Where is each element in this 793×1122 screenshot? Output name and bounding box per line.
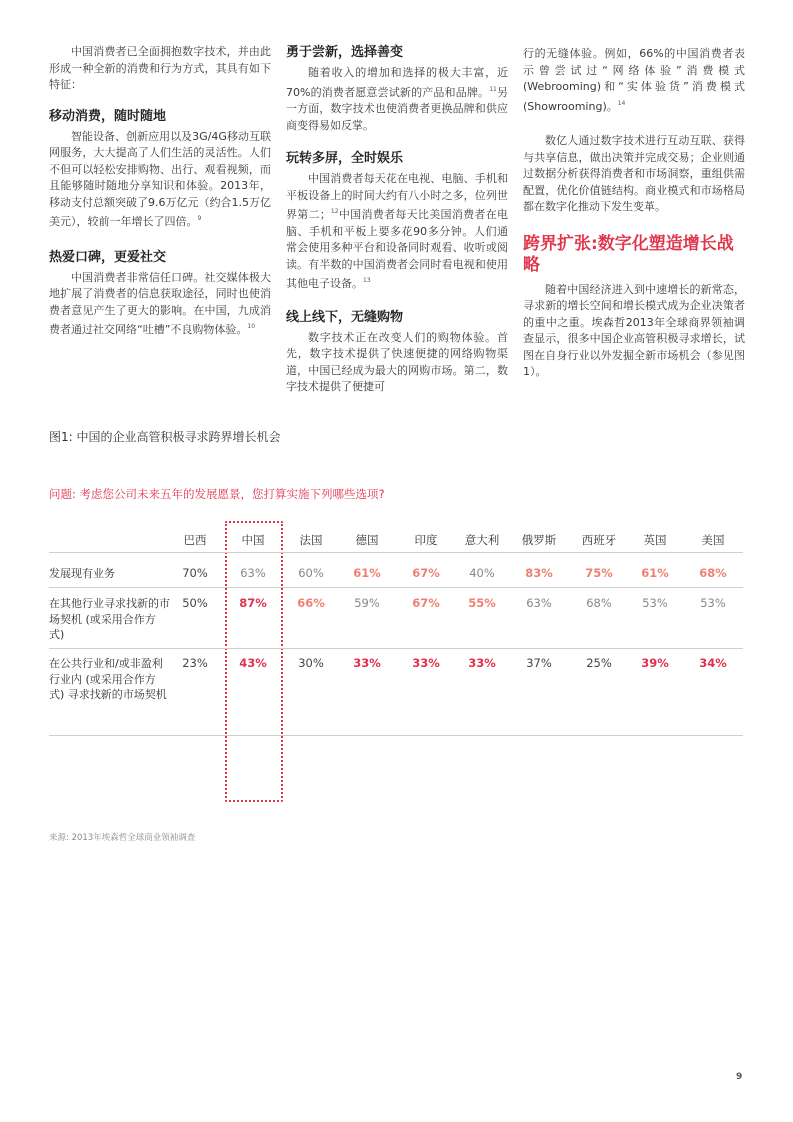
footnote-ref-13: 13 bbox=[363, 277, 371, 284]
table-cell: 66% bbox=[297, 596, 325, 610]
table-cell: 53% bbox=[642, 596, 668, 610]
column-header: 巴西 bbox=[183, 533, 207, 547]
section-heading-try-new: 勇于尝新，选择善变 bbox=[286, 45, 404, 60]
paragraph-omnichannel: 数字技术正在改变人们的购物体验。首先，数字技术提供了快速便捷的网络购物渠道，中国已经成为最大的网购市场。第二，数字技术提供了便捷可 bbox=[286, 330, 508, 393]
table-cell: 37% bbox=[526, 656, 552, 670]
table-cell: 25% bbox=[586, 656, 612, 670]
table-cell: 60% bbox=[298, 566, 324, 580]
paragraph-multiscreen-text-b: 中国消费者每天比美国消费者在电脑、手机和平板上要多花90多分钟。人们通常会使用多种平台和设备同时观看、收听或阅读。有半数的中国消费者会同时看电视和使用其他电子设备。 bbox=[286, 208, 509, 290]
footnote-ref-12: 12 bbox=[330, 208, 339, 215]
text-column-2 bbox=[286, 44, 508, 396]
column-header: 西班牙 bbox=[581, 533, 617, 547]
paragraph-mobile bbox=[49, 129, 271, 231]
footnote-ref-11: 11 bbox=[489, 85, 497, 93]
column-header: 俄罗斯 bbox=[521, 533, 557, 547]
paragraph-multiscreen bbox=[286, 171, 508, 293]
paragraph-word-of-mouth bbox=[49, 270, 271, 339]
row-label: 在公共行业和/或非盈利行业内 (或采用合作方式) 寻求找新的市场契机 bbox=[49, 657, 167, 701]
table-cell: 33% bbox=[412, 656, 440, 670]
table-header-row bbox=[49, 530, 743, 552]
column-header: 印度 bbox=[414, 533, 438, 547]
section-heading-cross-border: 跨界扩张:数字化塑造增长战略 bbox=[523, 233, 734, 275]
paragraph-digital-transformation: 数亿人通过数字技术进行互动互联、获得与共享信息，做出决策并完成交易；企业则通过数据分析获得消费者和市场洞察，重组供需配置，优化价值链结构。商业模式和市场格局都在数字化推动下发生变革。 bbox=[523, 134, 745, 213]
table-cell: 67% bbox=[412, 566, 440, 580]
paragraph-mobile-text: 智能设备、创新应用以及3G/4G移动互联网服务，大大提高了人们生活的灵活性。人们不但可以轻松安排购物、出行、观看视频，而且能够随时随地分享知识和体验。2013年，移动支付总额突破了9.6万亿元（约合1.5万亿美元），较前一年增长了四倍。 bbox=[49, 129, 271, 228]
table-cell: 61% bbox=[641, 566, 669, 580]
table-cell: 55% bbox=[468, 596, 496, 610]
figure-source: 来源: 2013年埃森哲全球商业领袖调查 bbox=[49, 833, 196, 843]
footnote-ref-9: 9 bbox=[197, 215, 202, 222]
paragraph-cross-border: 随着中国经济进入到中速增长的新常态，寻求新的增长空间和增长模式成为企业决策者的重中之重。埃森哲2013年全球商界领袖调查显示，很多中国企业高管积极寻求增长，试图在自身行业以外发掘全新市场机会（参见图1）。 bbox=[523, 282, 745, 378]
paragraph-word-of-mouth-text: 中国消费者非常信任口碑。社交媒体极大地扩展了消费者的信息获取途径，同时也使消费者意见产生了更大的影响。在中国，九成消费者通过社交网络“吐槽”不良购物体验。 bbox=[49, 270, 271, 336]
table-cell: 67% bbox=[412, 596, 440, 610]
row-label: 在其他行业寻求找新的市场契机 (或采用合作方式) bbox=[49, 597, 170, 641]
table-rule bbox=[49, 648, 743, 649]
table-cell: 75% bbox=[585, 566, 613, 580]
paragraph-continuation bbox=[523, 46, 745, 115]
paragraph-try-new bbox=[286, 65, 508, 134]
table-cell: 70% bbox=[182, 566, 208, 580]
figure-question: 问题: 考虑您公司未来五年的发展愿景，您打算实施下列哪些选项? bbox=[49, 487, 385, 501]
paragraph-try-new-text-a: 随着收入的增加和选择的极大丰富，近70%的消费者愿意尝试新的产品和品牌。 bbox=[286, 66, 508, 99]
table-cell: 63% bbox=[240, 566, 266, 580]
table-cell: 87% bbox=[239, 596, 267, 610]
text-column-3 bbox=[523, 46, 745, 381]
table-cell: 63% bbox=[526, 596, 552, 610]
table-cell: 43% bbox=[239, 656, 267, 670]
column-header: 德国 bbox=[355, 533, 379, 547]
table-rule bbox=[49, 587, 743, 588]
column-header: 意大利 bbox=[464, 533, 500, 547]
table-cell: 53% bbox=[700, 596, 726, 610]
column-header: 美国 bbox=[701, 533, 725, 547]
footnote-ref-14: 14 bbox=[617, 99, 626, 107]
table-cell: 40% bbox=[469, 566, 495, 580]
section-heading-word-of-mouth: 热爱口碑，更爱社交 bbox=[49, 249, 167, 265]
table-cell: 59% bbox=[354, 596, 380, 610]
text-column-1 bbox=[49, 44, 271, 339]
section-heading-omnichannel: 线上线下，无缝购物 bbox=[286, 309, 404, 325]
table-cell: 33% bbox=[353, 656, 381, 670]
table-cell: 34% bbox=[699, 656, 727, 670]
column-header: 法国 bbox=[299, 533, 323, 547]
section-heading-multiscreen: 玩转多屏，全时娱乐 bbox=[286, 151, 404, 166]
table-cell: 68% bbox=[699, 566, 727, 580]
table-cell: 33% bbox=[468, 656, 496, 670]
column-header: 英国 bbox=[643, 533, 667, 547]
paragraph-multiscreen-text-a: 中国消费者每天花在电视、电脑、手机和平板设备上的时间大约有八小时之多，位列世界第二； bbox=[286, 172, 508, 221]
table-cell: 23% bbox=[182, 656, 208, 670]
table-cell: 68% bbox=[586, 596, 612, 610]
paragraph-try-new-text-b: 另一方面，数字技术也使消费者更换品牌和供应商变得易如反掌。 bbox=[286, 85, 509, 132]
table-cell: 61% bbox=[353, 566, 381, 580]
figure-title: 图1: 中国的企业高管积极寻求跨界增长机会 bbox=[49, 430, 281, 444]
table-cell: 30% bbox=[298, 656, 324, 670]
column-header: 中国 bbox=[241, 533, 265, 547]
row-label: 发展现有业务 bbox=[49, 567, 115, 580]
table-cell: 50% bbox=[182, 596, 208, 610]
table-cell: 39% bbox=[641, 656, 669, 670]
page-number: 9 bbox=[736, 1072, 743, 1082]
paragraph-continuation-text: 行的无缝体验。例如，66%的中国消费者表示曾尝试过“网络体验”消费模式(Webrooming)和“实体验货”消费模式(Showrooming)。 bbox=[523, 47, 745, 113]
table-rule bbox=[49, 735, 743, 736]
table-rule bbox=[49, 552, 743, 553]
table-cell: 83% bbox=[525, 566, 553, 580]
footnote-ref-10: 10 bbox=[247, 323, 256, 330]
section-heading-mobile: 移动消费，随时随地 bbox=[49, 108, 167, 124]
intro-paragraph: 中国消费者已全面拥抱数字技术，并由此形成一种全新的消费和行为方式，其具有如下特征： bbox=[49, 45, 271, 91]
